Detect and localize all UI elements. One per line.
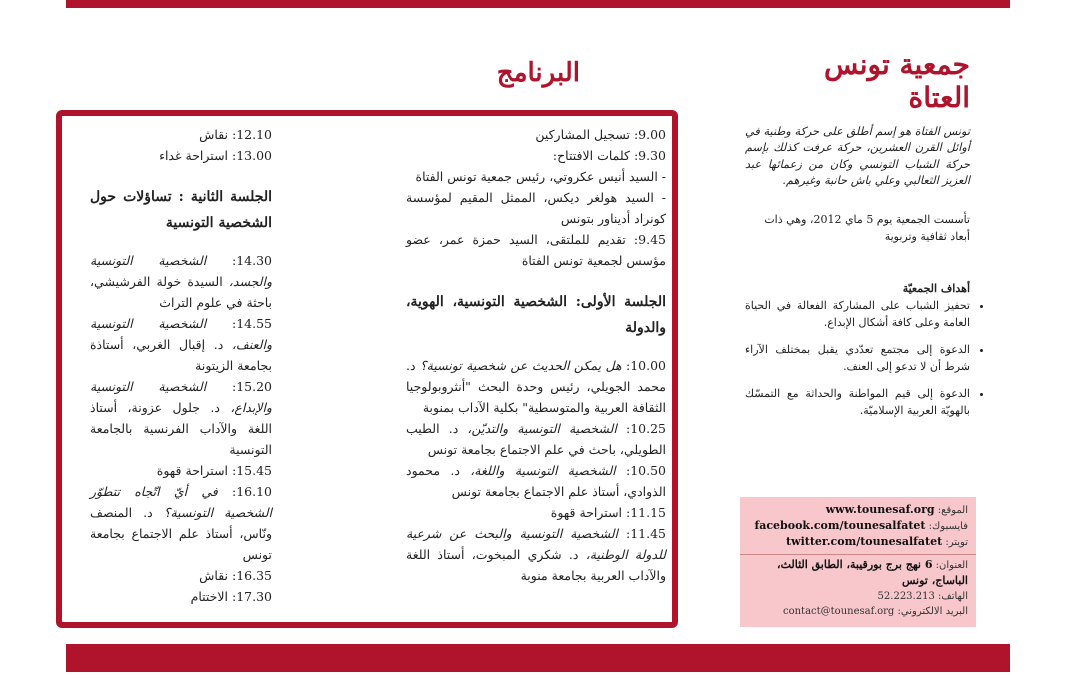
program-item: 12.10: نقاش	[199, 127, 272, 142]
talk-speaker: السيدة خولة الفرشيشي، باحثة في علوم التراث	[90, 274, 272, 310]
email-label: البريد الالكتروني:	[897, 606, 968, 617]
program-item: 16.35: نقاش	[199, 568, 272, 583]
program-item: 9.30: كلمات الافتتاح:	[552, 148, 666, 163]
program-item: - السيد هولغر ديكس، الممثل المقيم لمؤسسة كونراد أديناور بتونس	[406, 190, 666, 226]
talk-time: 10.00:	[626, 358, 667, 373]
talk-title: الشخصية التونسية والعنف،	[90, 316, 272, 352]
talk-item	[90, 481, 272, 565]
program-item: 9.45: تقديم للملتقى، السيد حمزة عمر، عضو مؤسس لجمعية تونس الفتاة	[406, 232, 666, 268]
twitter-row	[740, 534, 976, 550]
talk-title: الشخصية التونسية والتديّن،	[467, 421, 617, 436]
facebook-link[interactable]: facebook.com/tounesalfatet	[754, 519, 926, 532]
talk-title: في أيّ اتّجاه تتطوّر الشخصية التونسية؟	[90, 484, 272, 520]
contact-divider	[740, 554, 976, 555]
goals-heading: أهداف الجمعيّة	[902, 282, 970, 295]
session-one-heading: الجلسة الأولى: الشخصية التونسية، الهوية، والدولة	[406, 294, 666, 336]
facebook-label: فايسبوك:	[928, 521, 968, 532]
talk-time: 10.25:	[625, 421, 666, 436]
phone-row	[740, 589, 976, 604]
phone-value: 52.223.213	[877, 591, 935, 602]
organization-title: جمعية تونس العتاة	[824, 48, 970, 114]
program-item: 11.15: استراحة قهوة	[550, 505, 666, 520]
program-item: 17.30: الاختتام	[190, 589, 272, 604]
talk-item	[90, 250, 272, 313]
talk-speaker: د. محمد الجويلي، رئيس وحدة البحث "أنثروبولوجيا الثقافة العربية والمتوسطية" بكلية الآداب بمنوبة	[406, 358, 666, 415]
talk-time: 15.20:	[231, 379, 272, 394]
talk-item	[406, 418, 666, 460]
founding-paragraph: تأسست الجمعية يوم 5 ماي 2012، وهي ذات أبعاد ثقافية وتربوية	[764, 213, 970, 243]
goal-item: • الدعوة إلى قيم المواطنة والحداثة مع التمسّك بالهويّة العربية الإسلاميّة.	[745, 386, 970, 419]
talk-time: 16.10:	[231, 484, 272, 499]
address-row	[740, 557, 976, 589]
program-column-afternoon	[90, 124, 272, 607]
program-item: 15.45: استراحة قهوة	[156, 463, 272, 478]
session-two-heading: الجلسة الثانية : تساؤلات حول الشخصية التونسية	[90, 189, 272, 231]
talk-item	[406, 523, 666, 586]
address-label: العنوان:	[935, 560, 968, 571]
program-title: البرنامج	[496, 58, 580, 88]
goal-item: • تحفيز الشباب على المشاركة الفعالة في الحياة العامة وعلى كافة أشكال الإبداع.	[745, 298, 970, 331]
website-label: الموقع:	[937, 505, 968, 516]
talk-time: 14.55:	[231, 316, 272, 331]
twitter-label: تويتر:	[945, 537, 968, 548]
talk-time: 14.30:	[231, 253, 272, 268]
talk-title: هل يمكن الحديث عن شخصية تونسية؟	[420, 358, 622, 373]
phone-label: الهاتف:	[938, 591, 968, 602]
talk-speaker: د. جلول عزونة، أستاذ اللغة والآداب الفرنسية بالجامعة التونسية	[90, 400, 272, 457]
program-column-morning	[406, 124, 666, 586]
talk-time: 10.50:	[625, 463, 666, 478]
talk-title: الشخصية التونسية والإبداع،	[90, 379, 272, 415]
talk-speaker: د. المنصف ونّاس، أستاذ علم الاجتماع بجامعة تونس	[90, 505, 272, 562]
top-banner-bar	[66, 0, 1010, 8]
talk-title: الشخصية التونسية والجسد،	[90, 253, 272, 289]
talk-title: الشخصية التونسية والبحث عن شرعية للدولة الوطنية،	[406, 526, 666, 562]
website-link[interactable]: www.tounesaf.org	[825, 503, 935, 516]
email-row	[740, 604, 976, 619]
program-item: - السيد أنيس عكروتي، رئيس جمعية تونس الفتاة	[415, 169, 666, 184]
goals-list	[745, 298, 986, 430]
program-item: 13.00: استراحة غداء	[159, 148, 272, 163]
talk-title: الشخصية التونسية واللغة،	[470, 463, 616, 478]
talk-speaker: د. شكري المبخوت، أستاذ اللغة والآداب العربية بجامعة منوبة	[406, 547, 666, 583]
talk-time: 11.45:	[625, 526, 666, 541]
address-value: 6 نهج برج بورقيبة، الطابق الثالث، الباساج، تونس	[777, 558, 968, 587]
intro-paragraph: تونس الفتاة هو إسم أطلق على حركة وطنية في أوائل القرن العشرين، حركة عرفت كذلك بإسم حركة الشباب التونسي وكان من زعمائها عبد العزيز الثعالبي وعلي باش حانبة وغيرهم.	[745, 125, 970, 188]
facebook-row	[740, 518, 976, 534]
twitter-link[interactable]: twitter.com/tounesalfatet	[786, 535, 943, 548]
bottom-banner-bar	[66, 644, 1010, 672]
talk-item	[90, 313, 272, 376]
talk-speaker: د. الطيب الطويلي، باحث في علم الاجتماع بجامعة تونس	[406, 421, 666, 457]
talk-item	[90, 376, 272, 460]
talk-item	[406, 460, 666, 502]
talk-item	[406, 355, 666, 418]
program-item: 9.00: تسجيل المشاركين	[535, 127, 666, 142]
contact-box	[740, 497, 976, 627]
talk-speaker: د. محمود الذوادي، أستاذ علم الاجتماع بجامعة تونس	[406, 463, 666, 499]
talk-speaker: د. إقبال الغربي، أستاذة بجامعة الزيتونة	[90, 337, 272, 373]
goal-item: • الدعوة إلى مجتمع تعدّدي يقبل بمختلف الآراء شرط أن لا تدعو إلى العنف.	[745, 342, 970, 375]
website-row	[740, 497, 976, 518]
email-link[interactable]: contact@tounesaf.org	[783, 606, 895, 617]
